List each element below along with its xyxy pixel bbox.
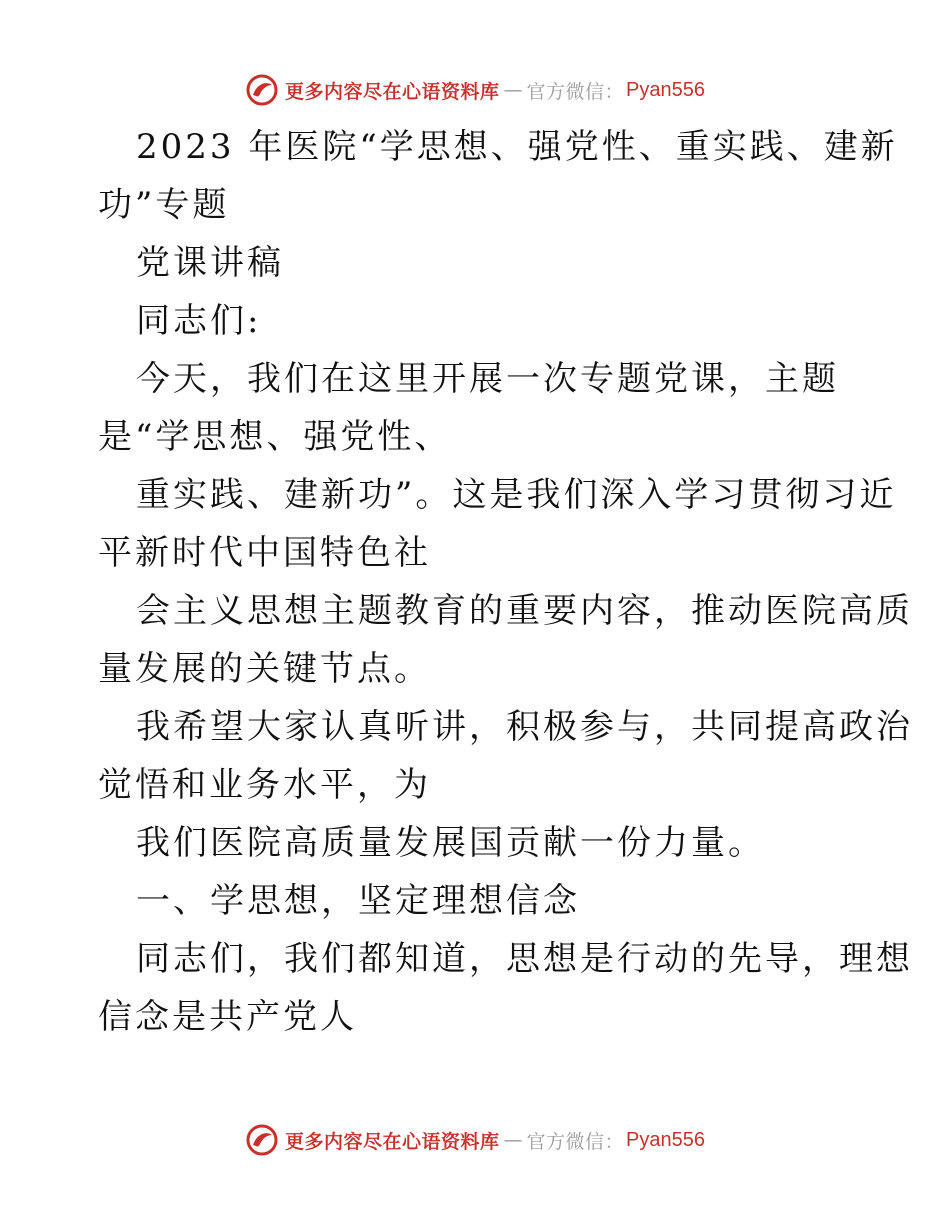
footer-wechat-label: 官方微信： xyxy=(526,1130,625,1153)
document-line: 一、学思想，坚定理想信念 xyxy=(136,881,580,921)
brand-logo-icon xyxy=(245,1123,279,1157)
document-line: 同志们: xyxy=(136,301,262,341)
document-line: 我们医院高质量发展国贡献一份力量。 xyxy=(136,823,765,863)
document-line: 党课讲稿 xyxy=(136,243,284,283)
footer-wechat-id: Pyan556 xyxy=(626,1128,705,1151)
footer-promo-text: 更多内容尽在心语资料库 xyxy=(285,1130,500,1153)
header-wechat-id: Pyan556 xyxy=(626,78,705,101)
document-line: 觉悟和业务水平，为 xyxy=(98,765,431,805)
brand-logo-icon xyxy=(245,73,279,107)
footer-dash: — xyxy=(503,1129,523,1151)
header-wechat-label: 官方微信： xyxy=(526,80,625,103)
document-line: 会主义思想主题教育的重要内容，推动医院高质 xyxy=(136,591,913,631)
footer-banner xyxy=(0,1120,950,1160)
document-line: 重实践、建新功”。这是我们深入学习贯彻习近 xyxy=(136,475,897,515)
document-line: 2023 年医院“学思想、强党性、重实践、建新 xyxy=(136,127,898,167)
document-line: 今天，我们在这里开展一次专题党课，主题 xyxy=(136,359,839,399)
document-line: 平新时代中国特色社 xyxy=(98,533,431,573)
document-line: 信念是共产党人 xyxy=(98,997,357,1037)
document-line: 我希望大家认真听讲，积极参与，共同提高政治 xyxy=(136,707,913,747)
header-promo-text: 更多内容尽在心语资料库 xyxy=(285,80,500,103)
header-banner xyxy=(0,70,950,110)
header-dash: — xyxy=(503,79,523,101)
document-body xyxy=(98,118,913,1046)
document-line: 量发展的关键节点。 xyxy=(98,649,431,689)
document-line: 是“学思想、强党性、 xyxy=(98,417,452,457)
document-line: 功”专题 xyxy=(98,185,230,225)
document-line: 同志们，我们都知道，思想是行动的先导，理想 xyxy=(136,939,913,979)
